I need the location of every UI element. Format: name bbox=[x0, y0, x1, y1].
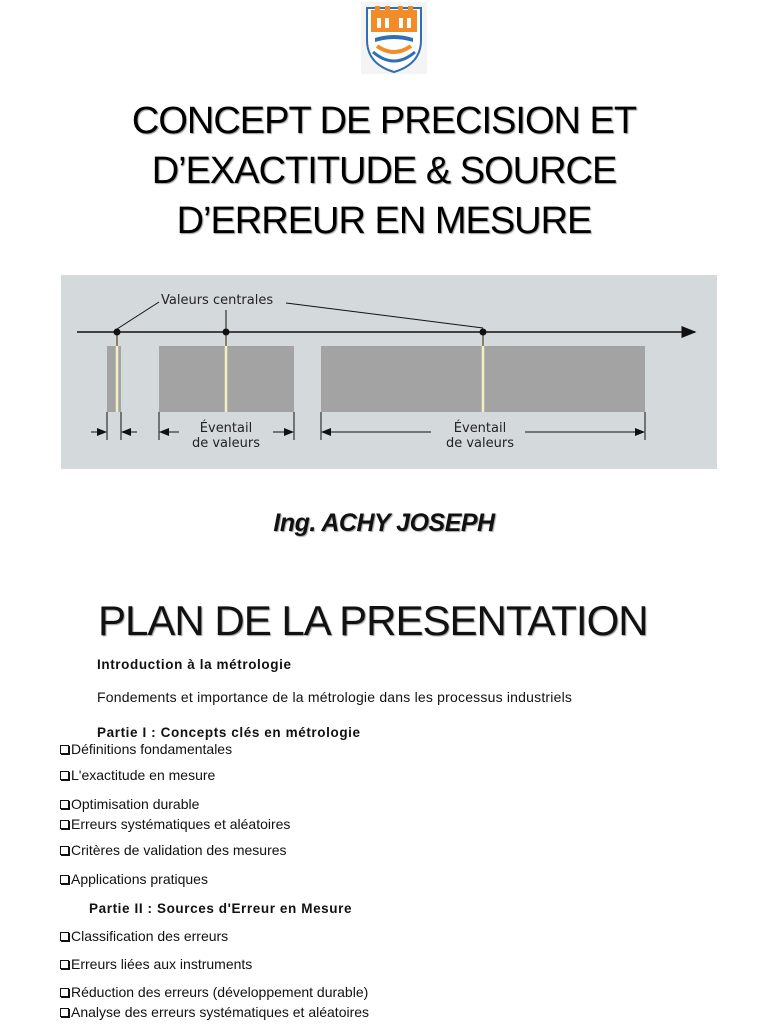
list-item: Applications pratiques bbox=[59, 871, 208, 888]
list-item: Classification des erreurs bbox=[59, 928, 228, 945]
list-item: Analyse des erreurs systématiques et aléatoires bbox=[59, 1004, 369, 1021]
list-item: Définitions fondamentales bbox=[59, 741, 232, 758]
checkbox-bullet-icon bbox=[60, 932, 69, 941]
precision-diagram bbox=[61, 275, 717, 469]
list-item: Critères de validation des mesures bbox=[59, 842, 287, 859]
intro-text: Fondements et importance de la métrologie dans les processus industriels bbox=[97, 689, 573, 705]
range-label-2-line-1: Éventail bbox=[453, 421, 507, 436]
document-title bbox=[60, 96, 708, 246]
checkbox-bullet-icon bbox=[60, 771, 69, 780]
range-label-2 bbox=[433, 421, 527, 451]
central-values-label: Valeurs centrales bbox=[161, 293, 274, 308]
checkbox-bullet-icon bbox=[60, 745, 69, 754]
range-label-1 bbox=[179, 421, 273, 451]
intro-heading: Introduction à la métrologie bbox=[97, 657, 292, 672]
part2-heading: Partie II : Sources d'Erreur en Mesure bbox=[89, 901, 353, 916]
range-label-2-line-2: de valeurs bbox=[445, 436, 514, 451]
checkbox-bullet-icon bbox=[60, 846, 69, 855]
title-line-1: CONCEPT DE PRECISION ET bbox=[131, 100, 637, 142]
checkbox-bullet-icon bbox=[60, 820, 69, 829]
diagram-graphic bbox=[61, 275, 717, 469]
checkbox-bullet-icon bbox=[60, 800, 69, 809]
title-line-2: D’EXACTITUDE & SOURCE bbox=[151, 150, 617, 192]
checkbox-bullet-icon bbox=[60, 1008, 69, 1017]
range-label-1-line-1: Éventail bbox=[199, 421, 253, 436]
title-line-3: D’ERREUR EN MESURE bbox=[176, 200, 592, 242]
checkbox-bullet-icon bbox=[60, 960, 69, 969]
plan-title: PLAN DE LA PRESENTATION bbox=[98, 597, 648, 644]
list-item: Erreurs systématiques et aléatoires bbox=[59, 816, 290, 833]
list-item: Réduction des erreurs (développement durable) bbox=[59, 984, 368, 1001]
list-item: L'exactitude en mesure bbox=[59, 767, 215, 784]
list-item: Erreurs liées aux instruments bbox=[59, 956, 252, 973]
checkbox-bullet-icon bbox=[60, 875, 69, 884]
author: Ing. ACHY JOSEPH bbox=[273, 509, 495, 537]
checkbox-bullet-icon bbox=[60, 988, 69, 997]
part1-heading: Partie I : Concepts clés en métrologie bbox=[97, 725, 361, 740]
university-logo bbox=[361, 2, 427, 74]
list-item: Optimisation durable bbox=[59, 796, 199, 813]
range-label-1-line-2: de valeurs bbox=[191, 436, 260, 451]
